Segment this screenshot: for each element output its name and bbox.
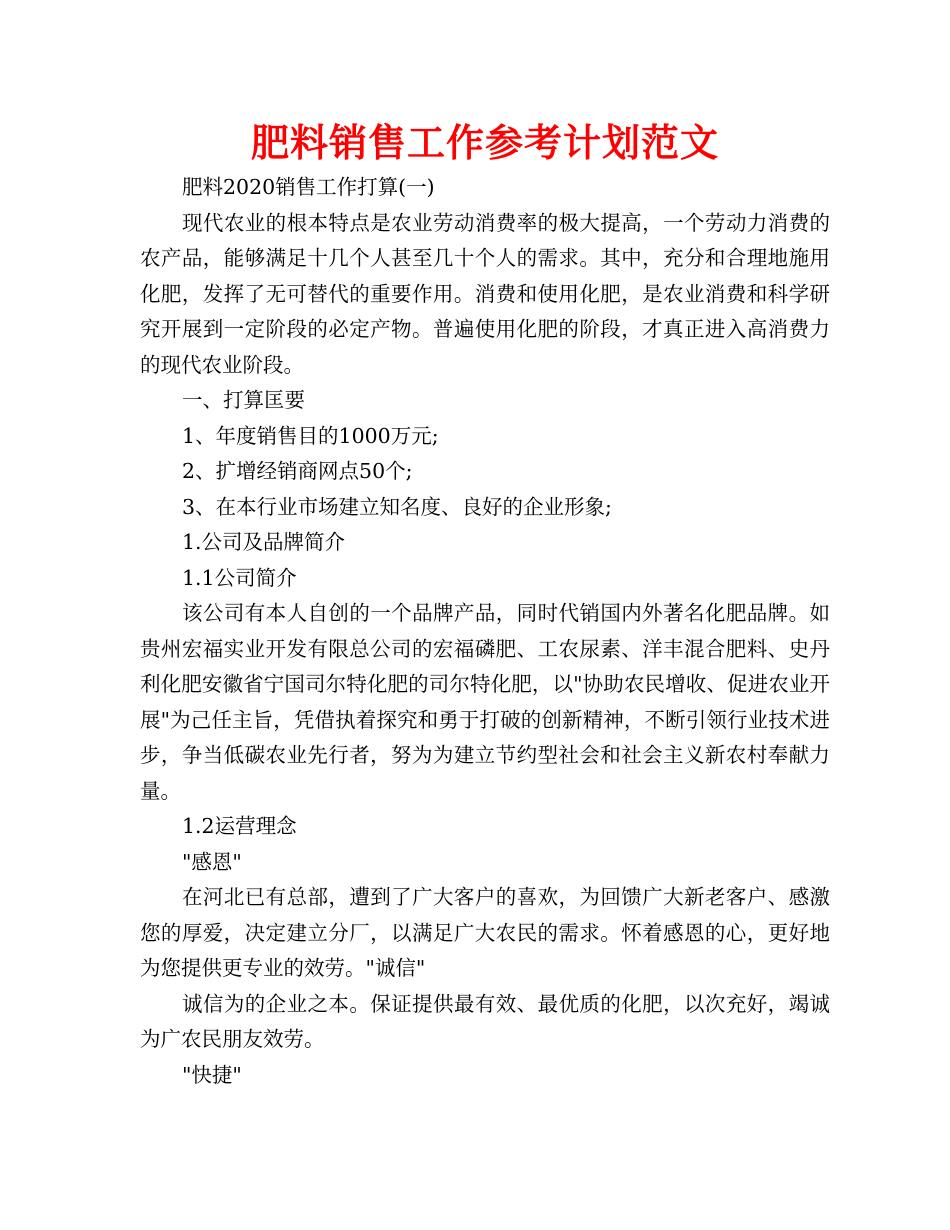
paragraph: 肥料2020销售工作打算(一) (182, 175, 435, 199)
quoted-heading: "感恩" (182, 849, 242, 874)
section-heading: 1.公司及品牌简介 (182, 530, 346, 554)
section-heading: 一、打算匡要 (182, 388, 305, 412)
list-item: 2、扩增经销商网点50个; (182, 459, 413, 483)
paragraph: 在河北已有总部，遭到了广大客户的喜欢，为回馈广大新老客户、感激您的厚爱，决定建立分厂，以满足广大农民的需求。怀着感恩的心，更好地为您提供更专业的效劳。"诚信" (140, 885, 830, 980)
subsection-heading: 1.1公司简介 (182, 565, 297, 590)
paragraph: 现代农业的根本特点是农业劳动消费率的极大提高，一个劳动力消费的农产品，能够满足十几个人甚至几十个人的需求。其中，充分和合理地施用化肥，发挥了无可替代的重要作用。消费和使用化肥，是农业消费和科学研究开展到一定阶段的必定产物。普遍使用化肥的阶段，才真正进入高消费力的现代农业阶段。 (140, 210, 830, 377)
list-item: 1、年度销售目的1000万元; (182, 423, 439, 448)
quoted-heading: "快捷" (182, 1062, 242, 1087)
document-title: 肥料销售工作参考计划范文 (250, 121, 719, 165)
list-item: 3、在本行业市场建立知名度、良好的企业形象; (182, 494, 612, 519)
subsection-heading: 1.2运营理念 (182, 814, 297, 838)
document-page (140, 118, 830, 1093)
paragraph: 诚信为的企业之本。保证提供最有效、最优质的化肥，以次充好，竭诚为广农民朋友效劳。 (140, 991, 830, 1051)
paragraph: 该公司有本人自创的一个品牌产品，同时代销国内外著名化肥品牌。如贵州宏福实业开发有限总公司的宏福磷肥、工农尿素、洋丰混合肥料、史丹利化肥安徽省宁国司尔特化肥的司尔特化肥，以"协助农民增收、促进农业开展"为己任主旨，凭借执着探究和勇于打破的创新精神，不断引领行业技术进步，争当低碳农业先行者，努为为建立节约型社会和社会主义新农村奉献力量。 (140, 601, 830, 803)
